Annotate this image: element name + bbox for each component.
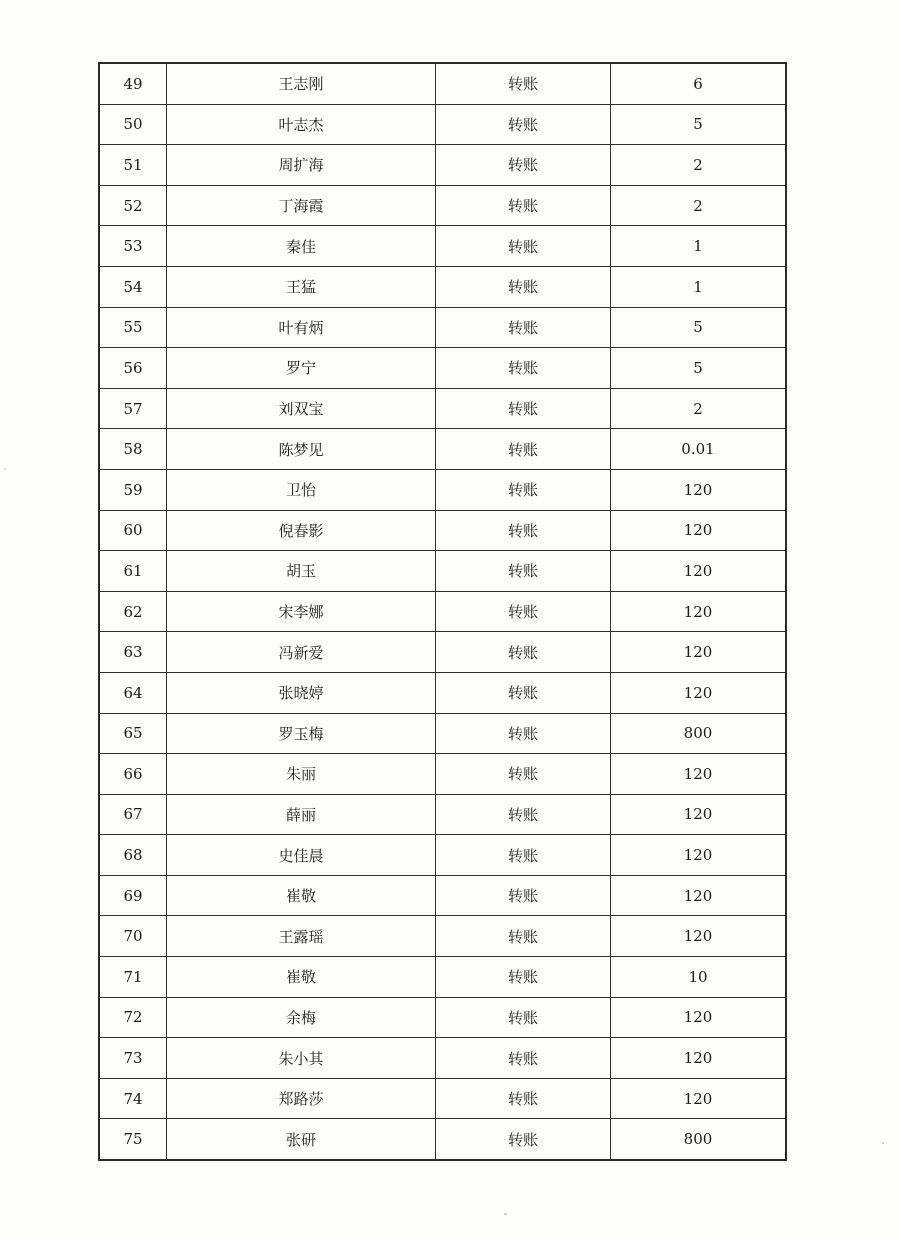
amount-cell: 2 — [611, 388, 787, 429]
amount-cell: 2 — [611, 185, 787, 226]
table-row — [99, 307, 786, 348]
amount-cell: 120 — [611, 794, 787, 835]
payment-method-cell: 转账 — [436, 835, 611, 876]
table-row — [99, 916, 786, 957]
amount-cell: 120 — [611, 672, 787, 713]
scan-speck — [4, 468, 6, 470]
donor-name-cell: 卫怡 — [167, 469, 436, 510]
amount-cell: 120 — [611, 469, 787, 510]
amount-cell: 120 — [611, 510, 787, 551]
amount-cell: 120 — [611, 997, 787, 1038]
table-row — [99, 713, 786, 754]
row-number-cell: 62 — [99, 591, 167, 632]
amount-cell: 120 — [611, 551, 787, 592]
row-number-cell: 70 — [99, 916, 167, 957]
donor-name-cell: 张晓婷 — [167, 672, 436, 713]
payment-method-cell: 转账 — [436, 794, 611, 835]
amount-cell: 120 — [611, 591, 787, 632]
table-row — [99, 591, 786, 632]
row-number-cell: 51 — [99, 145, 167, 186]
row-number-cell: 59 — [99, 469, 167, 510]
payment-method-cell: 转账 — [436, 145, 611, 186]
donor-name-cell: 王猛 — [167, 266, 436, 307]
payment-method-cell: 转账 — [436, 185, 611, 226]
donor-name-cell: 叶有炳 — [167, 307, 436, 348]
row-number-cell: 55 — [99, 307, 167, 348]
row-number-cell: 75 — [99, 1119, 167, 1160]
amount-cell: 120 — [611, 875, 787, 916]
payment-method-cell: 转账 — [436, 916, 611, 957]
donor-name-cell: 陈梦见 — [167, 429, 436, 470]
row-number-cell: 64 — [99, 672, 167, 713]
payment-method-cell: 转账 — [436, 713, 611, 754]
payment-method-cell: 转账 — [436, 348, 611, 389]
payment-method-cell: 转账 — [436, 1038, 611, 1079]
donor-name-cell: 胡玉 — [167, 551, 436, 592]
row-number-cell: 68 — [99, 835, 167, 876]
amount-cell: 120 — [611, 916, 787, 957]
row-number-cell: 50 — [99, 104, 167, 145]
table-row — [99, 388, 786, 429]
payment-method-cell: 转账 — [436, 388, 611, 429]
donor-name-cell: 倪春影 — [167, 510, 436, 551]
amount-cell: 120 — [611, 1038, 787, 1079]
table-row — [99, 632, 786, 673]
payment-method-cell: 转账 — [436, 1078, 611, 1119]
donor-name-cell: 刘双宝 — [167, 388, 436, 429]
donor-name-cell: 郑路莎 — [167, 1078, 436, 1119]
donor-name-cell: 罗玉梅 — [167, 713, 436, 754]
donor-name-cell: 王露瑶 — [167, 916, 436, 957]
payment-method-cell: 转账 — [436, 997, 611, 1038]
row-number-cell: 49 — [99, 63, 167, 104]
row-number-cell: 66 — [99, 754, 167, 795]
table-row — [99, 1119, 786, 1160]
donor-name-cell: 崔敬 — [167, 957, 436, 998]
table-row — [99, 794, 786, 835]
table-row — [99, 551, 786, 592]
amount-cell: 800 — [611, 713, 787, 754]
table-row — [99, 185, 786, 226]
scan-speck — [882, 1142, 884, 1144]
amount-cell: 1 — [611, 266, 787, 307]
table-row — [99, 1038, 786, 1079]
payment-method-cell: 转账 — [436, 551, 611, 592]
donor-name-cell: 丁海霞 — [167, 185, 436, 226]
table-row — [99, 429, 786, 470]
amount-cell: 5 — [611, 307, 787, 348]
row-number-cell: 53 — [99, 226, 167, 267]
amount-cell: 1 — [611, 226, 787, 267]
amount-cell: 2 — [611, 145, 787, 186]
amount-cell: 120 — [611, 835, 787, 876]
amount-cell: 120 — [611, 754, 787, 795]
row-number-cell: 63 — [99, 632, 167, 673]
table-row — [99, 226, 786, 267]
table-row — [99, 754, 786, 795]
table-row — [99, 957, 786, 998]
table-row — [99, 145, 786, 186]
donor-name-cell: 秦佳 — [167, 226, 436, 267]
row-number-cell: 56 — [99, 348, 167, 389]
donor-name-cell: 周扩海 — [167, 145, 436, 186]
amount-cell: 800 — [611, 1119, 787, 1160]
table-row — [99, 997, 786, 1038]
row-number-cell: 52 — [99, 185, 167, 226]
table-row — [99, 835, 786, 876]
payment-method-cell: 转账 — [436, 875, 611, 916]
payment-method-cell: 转账 — [436, 469, 611, 510]
table-row — [99, 469, 786, 510]
scan-speck — [504, 1213, 507, 1215]
ledger-body — [99, 63, 786, 1160]
row-number-cell: 65 — [99, 713, 167, 754]
table-row — [99, 1078, 786, 1119]
table-row — [99, 672, 786, 713]
payment-method-cell: 转账 — [436, 1119, 611, 1160]
donor-name-cell: 史佳晨 — [167, 835, 436, 876]
payment-method-cell: 转账 — [436, 63, 611, 104]
row-number-cell: 57 — [99, 388, 167, 429]
donor-name-cell: 朱小其 — [167, 1038, 436, 1079]
row-number-cell: 69 — [99, 875, 167, 916]
amount-cell: 120 — [611, 1078, 787, 1119]
row-number-cell: 61 — [99, 551, 167, 592]
table-row — [99, 63, 786, 104]
table-row — [99, 875, 786, 916]
table-row — [99, 510, 786, 551]
donation-ledger-table — [98, 62, 787, 1161]
amount-cell: 5 — [611, 104, 787, 145]
row-number-cell: 54 — [99, 266, 167, 307]
row-number-cell: 74 — [99, 1078, 167, 1119]
payment-method-cell: 转账 — [436, 754, 611, 795]
payment-method-cell: 转账 — [436, 957, 611, 998]
payment-method-cell: 转账 — [436, 266, 611, 307]
payment-method-cell: 转账 — [436, 226, 611, 267]
donor-name-cell: 余梅 — [167, 997, 436, 1038]
amount-cell: 10 — [611, 957, 787, 998]
donor-name-cell: 张研 — [167, 1119, 436, 1160]
payment-method-cell: 转账 — [436, 591, 611, 632]
payment-method-cell: 转账 — [436, 672, 611, 713]
payment-method-cell: 转账 — [436, 307, 611, 348]
amount-cell: 120 — [611, 632, 787, 673]
donor-name-cell: 王志刚 — [167, 63, 436, 104]
donor-name-cell: 罗宁 — [167, 348, 436, 389]
payment-method-cell: 转账 — [436, 632, 611, 673]
payment-method-cell: 转账 — [436, 429, 611, 470]
amount-cell: 0.01 — [611, 429, 787, 470]
amount-cell: 6 — [611, 63, 787, 104]
payment-method-cell: 转账 — [436, 510, 611, 551]
donor-name-cell: 崔敬 — [167, 875, 436, 916]
donor-name-cell: 朱丽 — [167, 754, 436, 795]
table-row — [99, 104, 786, 145]
row-number-cell: 73 — [99, 1038, 167, 1079]
donor-name-cell: 冯新爱 — [167, 632, 436, 673]
row-number-cell: 67 — [99, 794, 167, 835]
row-number-cell: 60 — [99, 510, 167, 551]
row-number-cell: 71 — [99, 957, 167, 998]
table-row — [99, 348, 786, 389]
donor-name-cell: 宋李娜 — [167, 591, 436, 632]
donor-name-cell: 薛丽 — [167, 794, 436, 835]
donor-name-cell: 叶志杰 — [167, 104, 436, 145]
row-number-cell: 72 — [99, 997, 167, 1038]
payment-method-cell: 转账 — [436, 104, 611, 145]
table-row — [99, 266, 786, 307]
amount-cell: 5 — [611, 348, 787, 389]
row-number-cell: 58 — [99, 429, 167, 470]
